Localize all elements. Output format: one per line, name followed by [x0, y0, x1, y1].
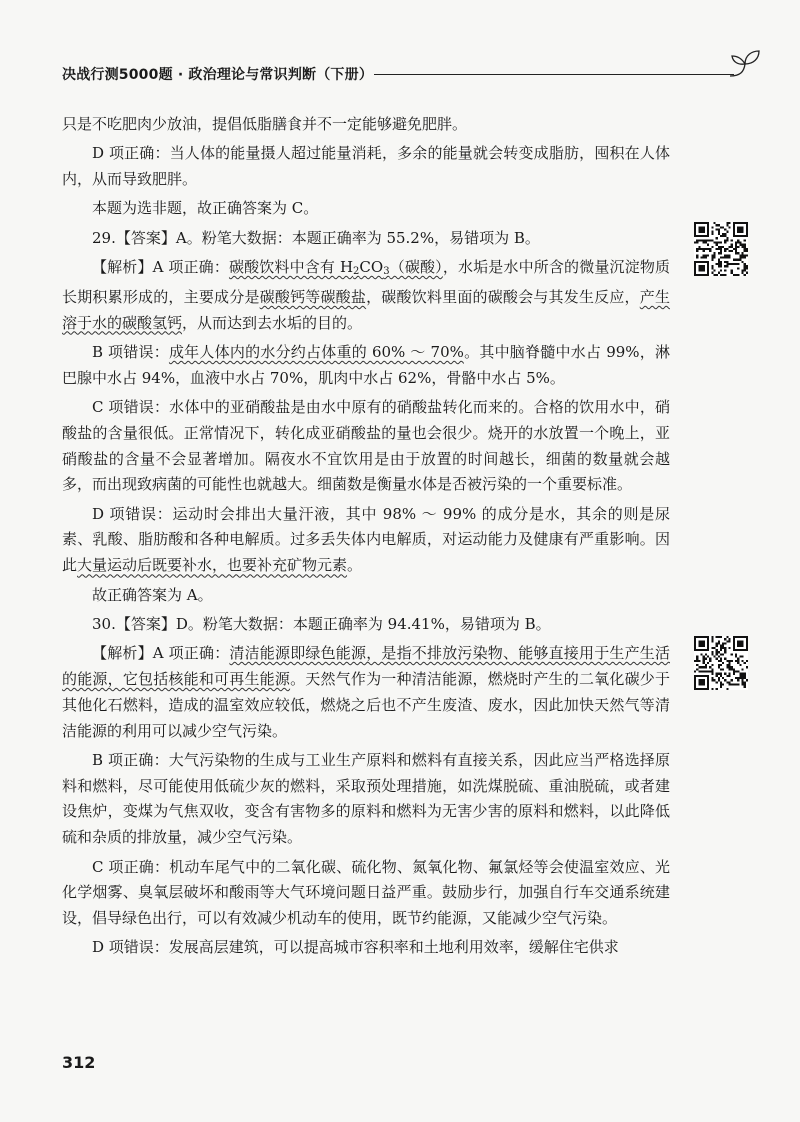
analysis-30-d: D 项错误：发展高层建筑，可以提高城市容积率和土地利用效率，缓解住宅供求 [92, 938, 619, 957]
running-header [62, 62, 762, 86]
analysis-30-a: 【解析】A 项正确：清洁能源即绿色能源，是指不排放污染物、能够直接用于生产生活的能源，它包括核能和可再生能源。天然气作为一种清洁能源，燃烧时产生的二氧化碳少于其他化石燃料，造成的温室效应较低，燃烧之后也不产生废渣、废水，因此加快天然气等清洁能源的利用可以减少空气污染。 [62, 644, 670, 740]
answer-29: 29.【答案】A。粉笔大数据：本题正确率为 55.2%，易错项为 B。 [92, 228, 540, 247]
header-rule [374, 74, 734, 75]
book-title: 决战行测5000题 · 政治理论与常识判断（下册） [62, 67, 374, 83]
analysis-30-b: B 项正确：大气污染物的生成与工业生产原料和燃料有直接关系，因此应当严格选择原料和燃料，尽可能使用低硫少灰的燃料，采取预处理措施，如洗煤脱硫、重油脱硫，或者建设焦炉，变煤为气焦双收，变含有害物多的原料和燃料为无害少害的原料和燃料，以此降低硫和杂质的排放量，减少空气污染。 [62, 750, 670, 847]
qr-code-icon[interactable] [694, 636, 748, 690]
analysis-29-a: 【解析】A 项正确：碳酸饮料中含有 $H_2CO_3$（碳酸），水垢是水中所含的微量沉淀物质长期积累形成的，主要成分是碳酸钙等碳酸盐，碳酸饮料里面的碳酸会与其发生反应，产生溶于水的碳酸氢钙，从而达到去水垢的目的。 [62, 257, 670, 332]
analysis-29-b: B 项错误：成年人体内的水分约占体重的 60% ～ 70%。其中脑脊髓中水占 99%，淋巴腺中水占 94%，血液中水占 70%，肌肉中水占 62%，骨骼中水占 5%。 [62, 342, 670, 387]
paragraph: 故正确答案为 A。 [92, 585, 213, 604]
paragraph: D 项正确：当人体的能量摄人超过能量消耗，多余的能量就会转变成脂肪，囤积在人体内，从而导致肥胖。 [62, 144, 670, 189]
leaf-icon [728, 46, 762, 82]
page-number: 312 [62, 1053, 96, 1072]
paragraph: 只是不吃肥肉少放油，提倡低脂膳食并不一定能够避免肥胖。 [62, 115, 468, 133]
analysis-29-c: C 项错误：水体中的亚硝酸盐是由水中原有的硝酸盐转化而来的。合格的饮用水中，硝酸盐的含量很低。正常情况下，转化成亚硝酸盐的量也会很少。烧开的水放置一个晚上，亚硝酸盐的含量不会显著增加。隔夜水不宜饮用是由于放置的时间越长，细菌的数量就会越多，而出现致病菌的可能性也就越大。细菌数是衡量水体是否被污染的一个重要标准。 [62, 397, 670, 494]
answer-30: 30.【答案】D。粉笔大数据：本题正确率为 94.41%，易错项为 B。 [92, 614, 551, 633]
analysis-29-d: D 项错误：运动时会排出大量汗液，其中 98% ～ 99% 的成分是水，其余的则是尿素、乳酸、脂肪酸和各种电解质。过多丢失体内电解质，对运动能力及健康有严重影响。因此大量运动后既要补水，也要补充矿物元素。 [62, 504, 670, 575]
paragraph: 本题为选非题，故正确答案为 C。 [92, 199, 319, 218]
analysis-30-c: C 项正确：机动车尾气中的二氧化碳、硫化物、氮氧化物、氟氯烃等会使温室效应、光化学烟雾、臭氧层破坏和酸雨等大气环境问题日益严重。鼓励步行，加强自行车交通系统建设，倡导绿色出行，可以有效减少机动车的使用，既节约能源，又能减少空气污染。 [62, 857, 670, 928]
qr-code-icon[interactable] [694, 222, 748, 276]
main-text [62, 112, 670, 965]
